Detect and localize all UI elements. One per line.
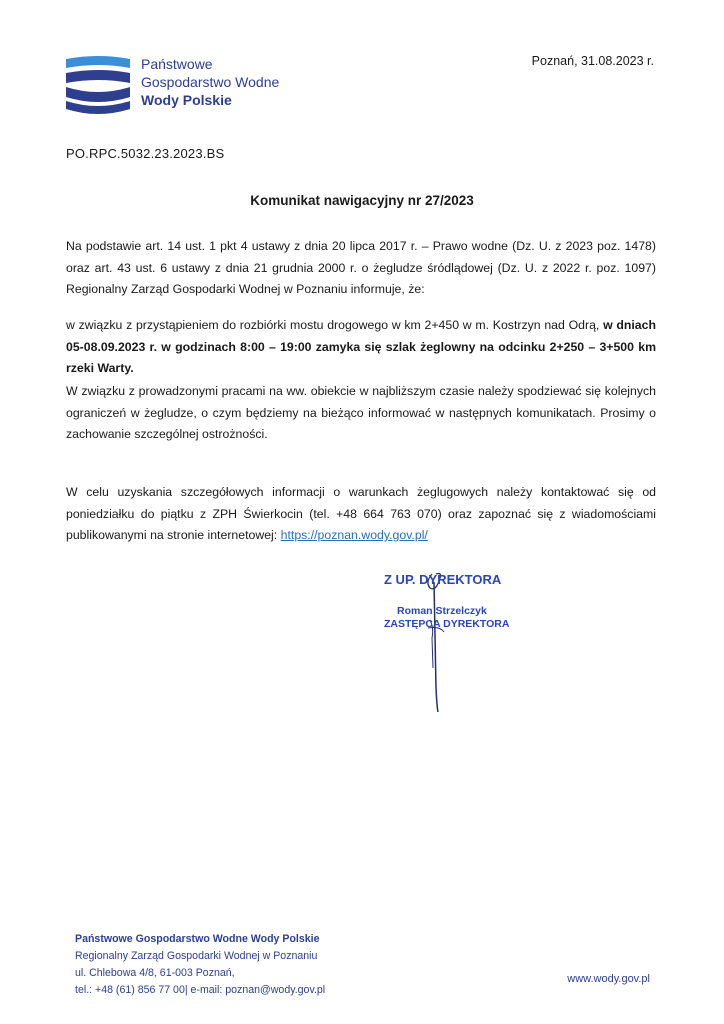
footer-address bbox=[75, 931, 325, 999]
logo-line-2: Gospodarstwo Wodne bbox=[141, 74, 280, 90]
stamp-line-1: Z UP. DYREKTORA bbox=[384, 572, 502, 587]
closure-text: w związku z przystąpieniem do rozbiórki mostu drogowego w km 2+450 w m. Kostrzyn nad Odrą, bbox=[66, 318, 604, 332]
signature-icon bbox=[370, 568, 520, 718]
footer-website: www.wody.gov.pl bbox=[567, 973, 650, 985]
website-link[interactable]: https://poznan.wody.gov.pl/ bbox=[280, 528, 428, 542]
document-date: Poznań, 31.08.2023 r. bbox=[531, 54, 654, 68]
reference-number: PO.RPC.5032.23.2023.BS bbox=[66, 146, 225, 161]
footer-line-2: Regionalny Zarząd Gospodarki Wodnej w Poznaniu bbox=[75, 950, 318, 962]
logo-line-3: Wody Polskie bbox=[141, 92, 232, 108]
logo-line-1: Państwowe bbox=[141, 56, 213, 72]
wody-polskie-logo-icon bbox=[66, 55, 130, 115]
footer-line-3: ul. Chlebowa 4/8, 61-003 Poznań, bbox=[75, 967, 235, 979]
signature-stamp bbox=[370, 568, 520, 718]
paragraph-contact bbox=[66, 482, 656, 547]
document-title: Komunikat nawigacyjny nr 27/2023 bbox=[250, 193, 474, 208]
contact-text: W celu uzyskania szczegółowych informacji o warunkach żeglugowych należy kontaktować się od poniedziałku do piątku z ZPH Świerkocin (tel. +48 664 763 070) oraz zapoznać się z wiadomościami publikowanymi na stronie internetowej: bbox=[66, 485, 656, 542]
paragraph-closure bbox=[66, 315, 656, 380]
paragraph-warning: W związku z prowadzonymi pracami na ww. obiekcie w najbliższym czasie należy spodziewać się kolejnych ograniczeń w żegludze, o czym będziemy na bieżąco informować w następnych komunikatach. Prosimy o zachowanie szczególnej ostrożności. bbox=[66, 384, 656, 441]
footer-line-4: tel.: +48 (61) 856 77 00| e-mail: poznan@wody.gov.pl bbox=[75, 984, 326, 996]
stamp-line-3: ZASTĘPCA DYREKTORA bbox=[384, 618, 510, 630]
footer-line-1: Państwowe Gospodarstwo Wodne Wody Polskie bbox=[75, 933, 320, 945]
stamp-line-2: Roman Strzelczyk bbox=[397, 605, 487, 617]
paragraph-legal-basis: Na podstawie art. 14 ust. 1 pkt 4 ustawy z dnia 20 lipca 2017 r. – Prawo wodne (Dz. U. z 2023 poz. 1478) oraz art. 43 ust. 6 ustawy z dnia 21 grudnia 2000 r. o żegludze śródlądowej (Dz. U. z 2022 r. poz. 1097) Regionalny Zarząd Gospodarki Wodnej w Poznaniu informuje, że: bbox=[66, 239, 656, 296]
closure-details: w dniach 05-08.09.2023 r. w godzinach 8:00 – 19:00 zamyka się szlak żeglowny na odcinku 2+250 – 3+500 km rzeki Warty. bbox=[66, 318, 656, 375]
